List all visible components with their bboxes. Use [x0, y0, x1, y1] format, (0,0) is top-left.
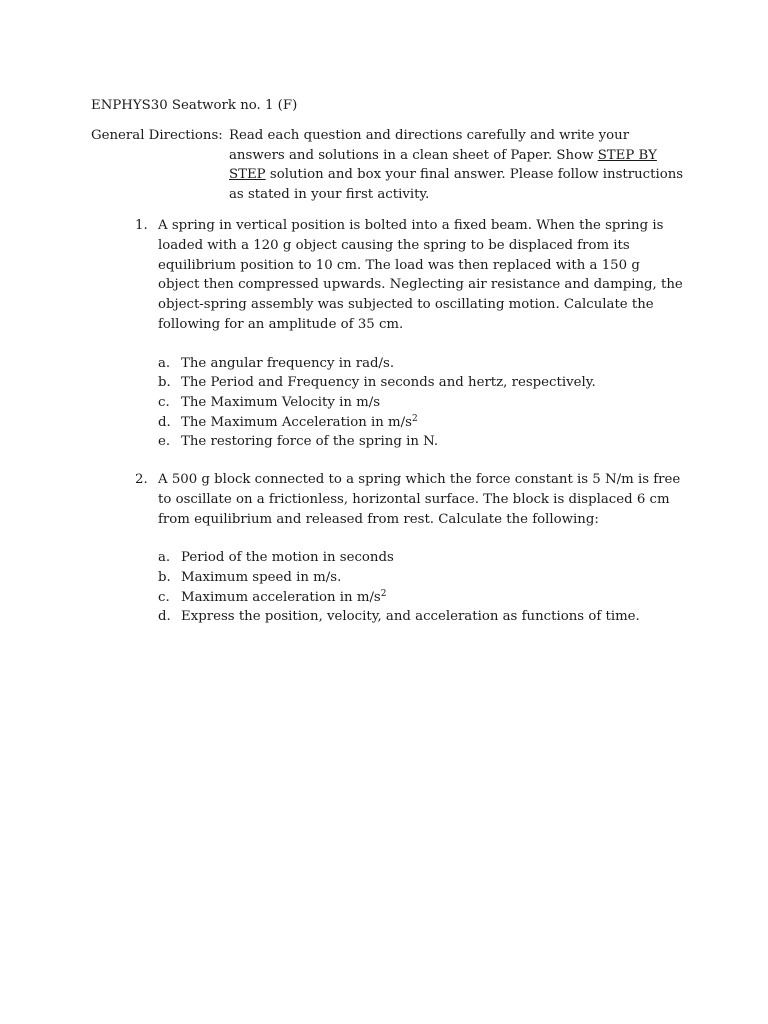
directions-label: General Directions:: [91, 128, 223, 143]
question-part: [158, 373, 695, 393]
question-part: [158, 588, 695, 608]
part-text: Period of the motion in seconds: [181, 550, 394, 566]
directions-text-after: solution and box your final answer. Please follow instructions as stated in your first activity.: [229, 167, 684, 202]
part-superscript: 2: [411, 413, 418, 424]
part-text: Maximum acceleration in m/s: [181, 589, 381, 605]
part-letter: d.: [158, 609, 171, 625]
question-part: [158, 607, 695, 627]
question-part: [158, 568, 695, 588]
question-part: [158, 354, 695, 374]
part-text: The Period and Frequency in seconds and hertz, respectively.: [181, 375, 596, 391]
part-letter: b.: [158, 569, 171, 585]
part-text: The Maximum Acceleration in m/s: [181, 414, 412, 430]
part-letter: e.: [158, 434, 171, 450]
part-letter: b.: [158, 375, 171, 391]
part-text: The angular frequency in rad/s.: [181, 355, 395, 371]
part-text: The Maximum Velocity in m/s: [181, 394, 381, 410]
question-1: [135, 216, 695, 465]
question-part: [158, 413, 695, 433]
question-parts: [158, 354, 695, 452]
question-part: [158, 393, 695, 413]
part-letter: d.: [158, 414, 171, 430]
part-letter: a.: [158, 550, 171, 566]
directions-text: [229, 126, 689, 204]
question-2: [135, 470, 695, 640]
question-text: A spring in vertical position is bolted into a fixed beam. When the spring is loaded with a 120 g object causing the spring to be displaced from its equilibrium position to 10 cm. The load was then replaced with a 150 g object then compressed upwards. Neglecting air resistance and damping, the object-spring assembly was subjected to oscillating motion. Calculate the following for an amplitude of 35 cm.: [158, 218, 683, 332]
part-letter: c.: [158, 394, 170, 410]
question-parts: [158, 548, 695, 626]
part-superscript: 2: [380, 588, 387, 599]
question-number: 2.: [135, 472, 148, 487]
part-text: The restoring force of the spring in N.: [181, 434, 439, 450]
question-number: 1.: [135, 218, 148, 233]
question-part: [158, 432, 695, 452]
document-title: ENPHYS30 Seatwork no. 1 (F): [91, 98, 298, 113]
directions-text-before: Read each question and directions carefully and write your answers and solutions in a clean sheet of Paper. Show: [229, 128, 630, 163]
question-text: A 500 g block connected to a spring which the force constant is 5 N/m is free to oscillate on a frictionless, horizontal surface. The block is displaced 6 cm from equilibrium and released from rest. Calculate the following:: [158, 472, 681, 527]
question-part: [158, 548, 695, 568]
part-text: Express the position, velocity, and acceleration as functions of time.: [181, 609, 640, 625]
part-letter: a.: [158, 355, 171, 371]
directions-emphasis: STEP BY STEP: [229, 147, 657, 182]
part-text: Maximum speed in m/s.: [181, 569, 342, 585]
part-letter: c.: [158, 589, 170, 605]
